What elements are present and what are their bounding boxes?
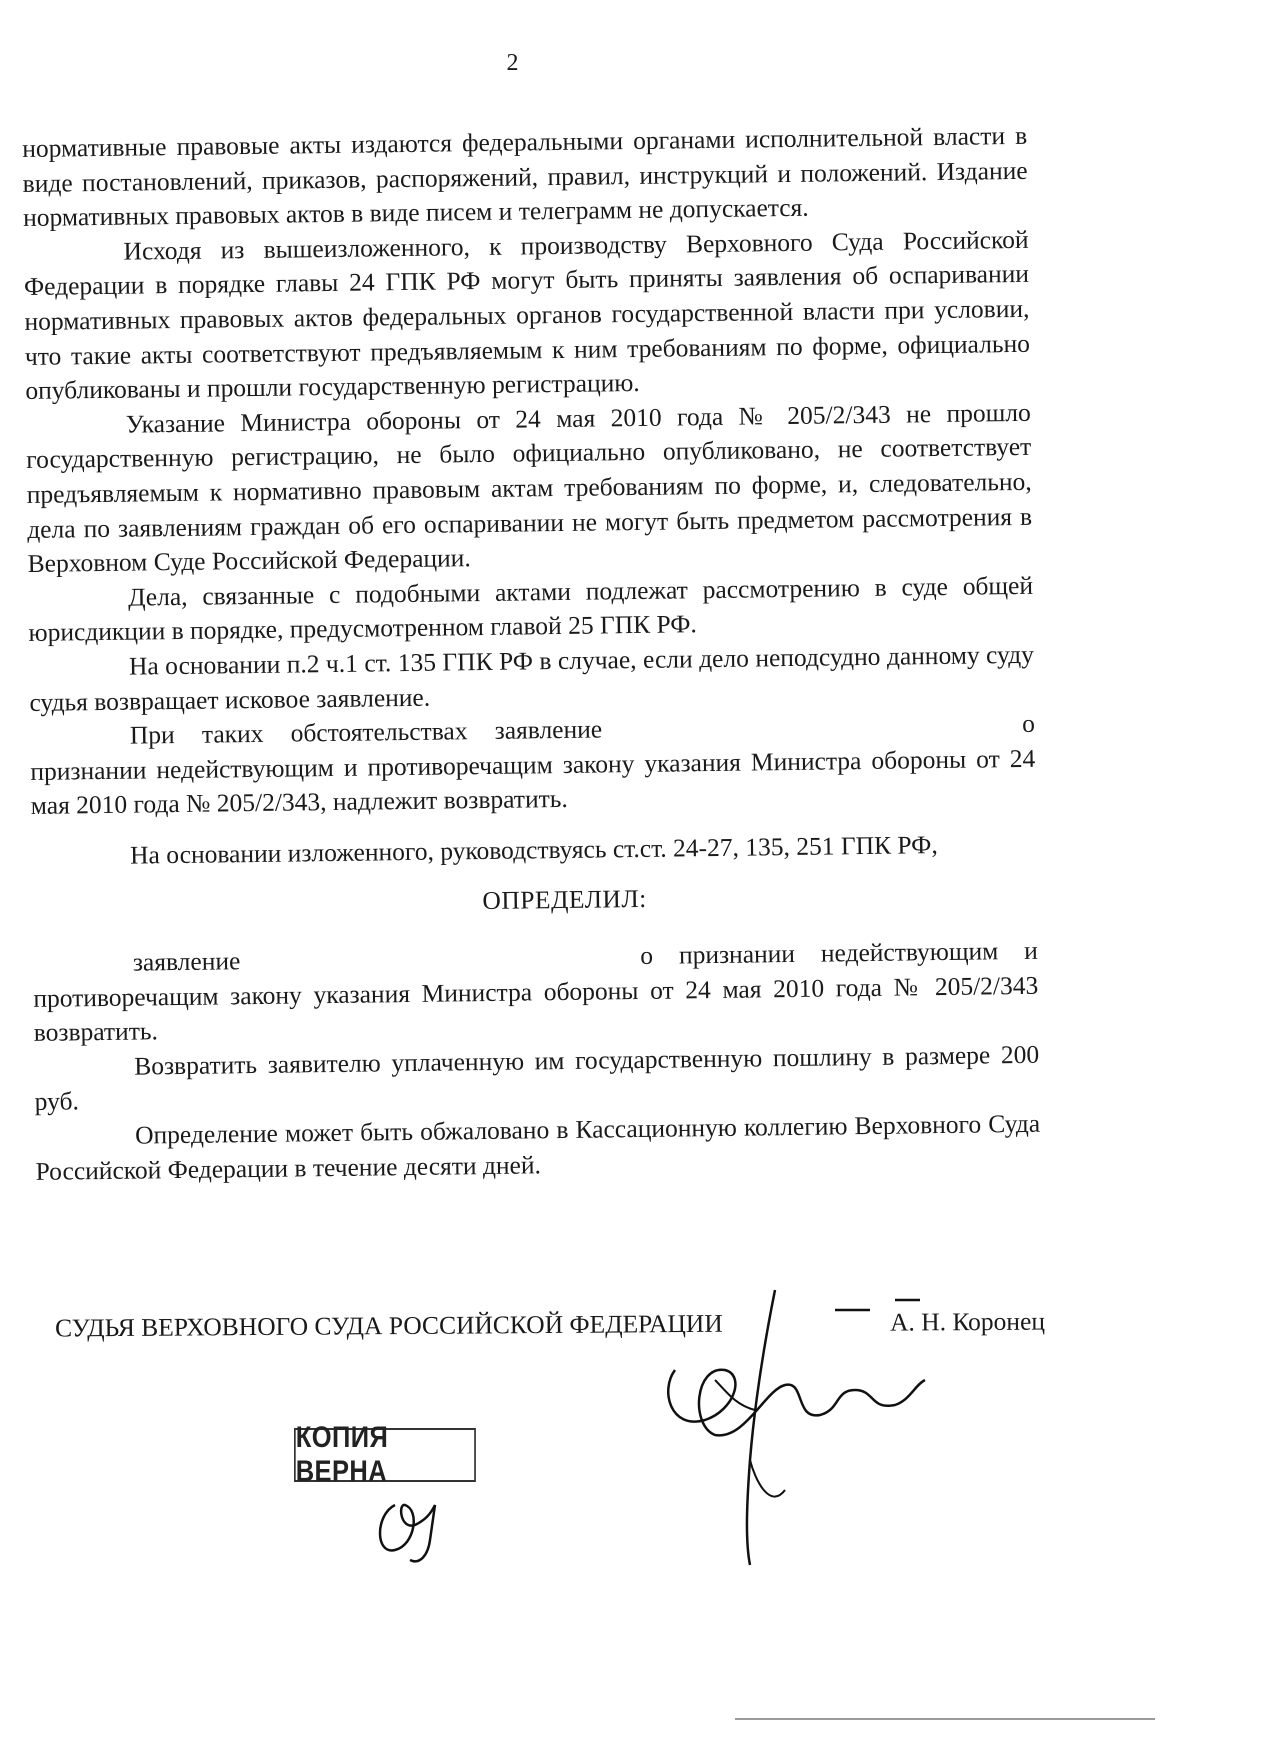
decision-2: Возвратить заявителю уплаченную им государственную пошлину в размере 200 руб.	[34, 1039, 1040, 1117]
judge-title: СУДЬЯ ВЕРХОВНОГО СУДА РОССИЙСКОЙ ФЕДЕРАЦИИ	[54, 1308, 723, 1343]
handwritten-signature	[655, 1280, 965, 1580]
paragraph-2: Исходя из вышеизложенного, к производству Верховного Суда Российской Федерации в порядке главы 24 ГПК РФ могут быть приняты заявления об оспаривании нормативных правовых актов федеральных органов государственной власти при условии, что такие акты соответствуют предъявляемым к ним требованиям по форме, официально опубликованы и прошли государственную регистрацию.	[23, 224, 1031, 406]
basis-line: На основании изложенного, руководствуясь ст.ст. 24-27, 135, 251 ГПК РФ,	[129, 829, 938, 870]
copy-certified-stamp: КОПИЯ ВЕРНА	[294, 1428, 476, 1482]
paragraph-1: нормативные правовые акты издаются федеральными органами исполнительной власти в виде постановлений, приказов, распоряжений, правил, инструкций и положений. Издание нормативных правовых актов в виде писем и телеграмм не допускается.	[22, 120, 1028, 233]
decision-1-end: о признании недействующим и противоречащим закону указания Министра обороны от 24 мая 2010 года № 205/2/343 возвратить.	[33, 935, 1039, 1048]
scan-edge-line	[735, 1718, 1155, 1720]
paragraph-6-end: о признании недействующим и противоречащим закону указания Министра обороны от 24 мая 2010 года № 205/2/343, надлежит возвратить.	[30, 708, 1036, 821]
paragraph-5: На основании п.2 ч.1 ст. 135 ГПК РФ в случае, если дело неподсудно данному суду судья возвращает исковое заявление.	[29, 639, 1035, 717]
page-number: 2	[506, 50, 519, 76]
paragraph-4: Дела, связанные с подобными актами подлежат рассмотрению в суде общей юрисдикции в порядке, предусмотренном главой 25 ГПК РФ.	[28, 570, 1034, 648]
decision-3: Определение может быть обжаловано в Кассационную коллегию Верховного Суда Российской Федерации в течение десяти дней.	[35, 1108, 1041, 1186]
decision-1	[33, 934, 1039, 1051]
paragraph-6	[30, 707, 1036, 824]
redacted-name-2	[240, 964, 640, 969]
handwritten-initials	[370, 1485, 460, 1575]
paragraph-3: Указание Министра обороны от 24 мая 2010 года № 205/2/343 не прошло государственную регистрацию, не было официально опубликовано, не соответствует предъявляемым к нормативно правовым актам требованиям по форме, и, следовательно, дела по заявлениям граждан об его оспаривании не могут быть предметом рассмотрения в Верховном Суде Российской Федерации.	[26, 397, 1033, 579]
redacted-name	[602, 732, 1022, 737]
decision-1-start: заявление	[132, 946, 241, 977]
judge-name: А. Н. Коронец	[889, 1306, 1046, 1337]
paragraph-6-start: При таких обстоятельствах заявление	[129, 714, 603, 750]
document-body	[22, 119, 1041, 1189]
ruling-heading: ОПРЕДЕЛИЛ:	[482, 884, 647, 916]
